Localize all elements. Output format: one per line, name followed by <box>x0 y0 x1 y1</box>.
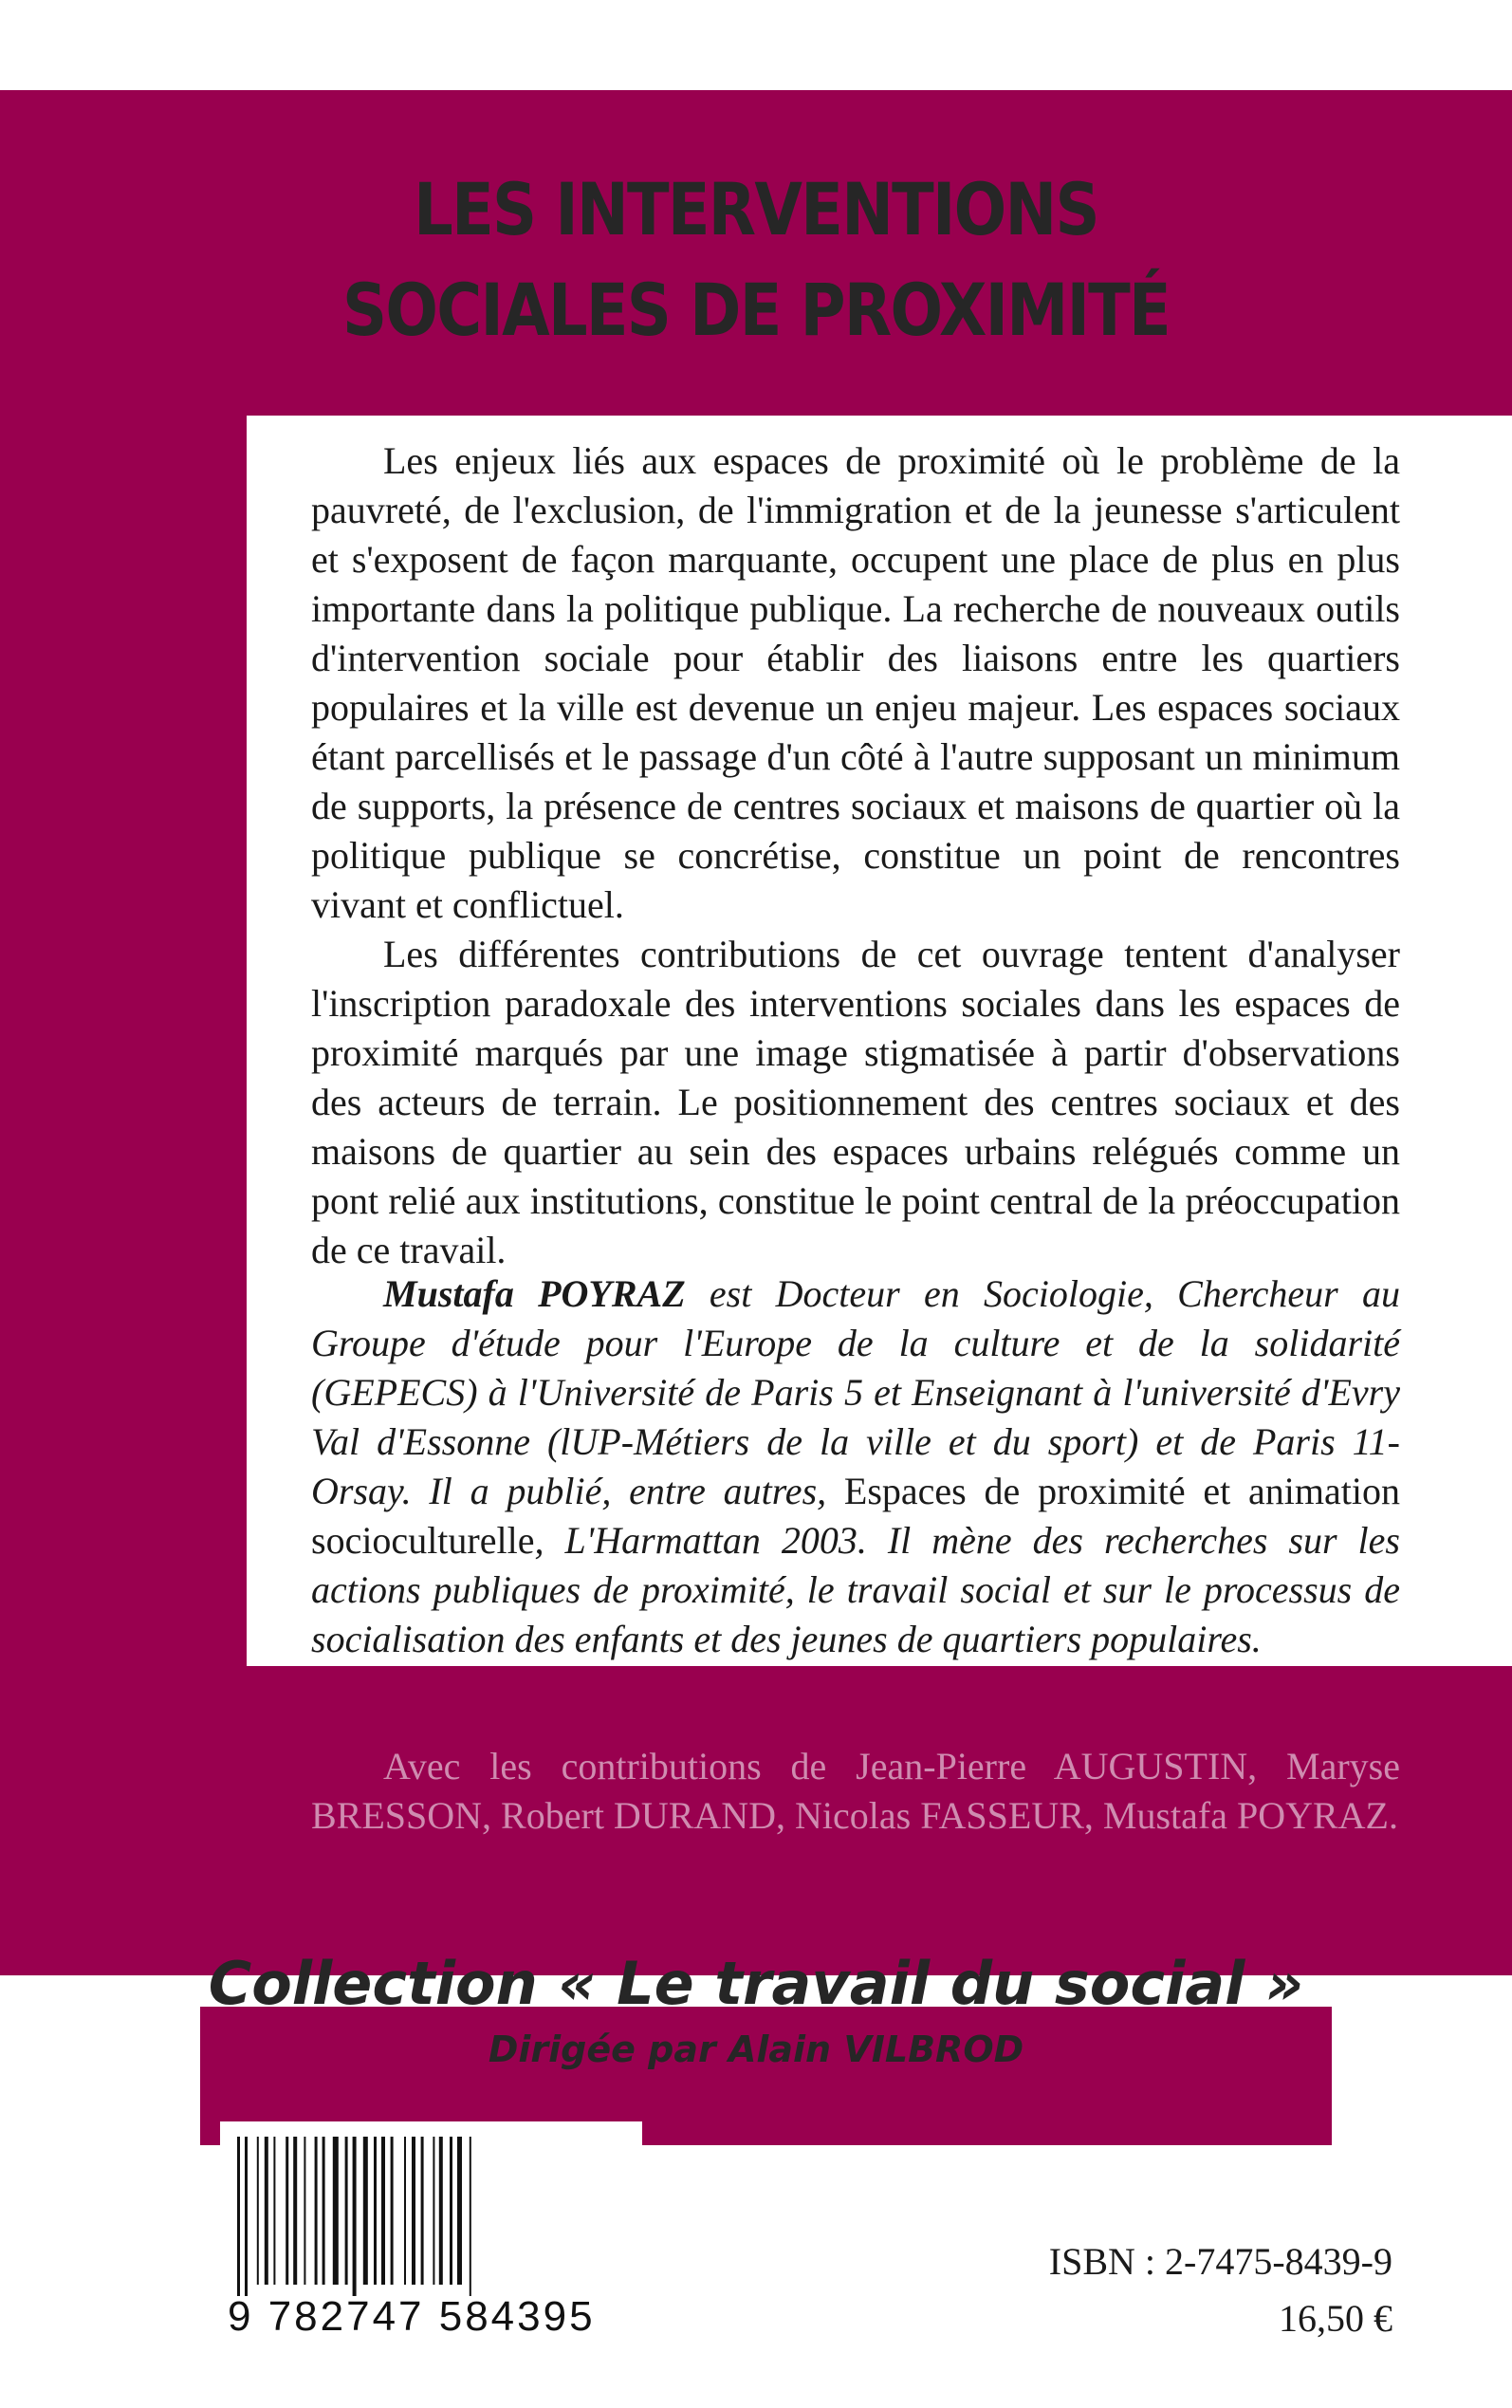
barcode-bar <box>391 2137 394 2285</box>
barcode-bar <box>457 2137 462 2285</box>
barcode-bars <box>237 2137 626 2296</box>
summary-paragraph-1: Les enjeux liés aux espaces de proximité où le problème de la pauvreté, de l'exclusion, de l'immigration et de la jeunesse s'articulent et s'exposent de façon marquante, occupent une place de plus en plus importante dans la politique publique. La recherche de nouveaux outils d'intervention sociale pour établir des liaisons entre les quartiers populaires et la ville est devenue un enjeu majeur. Les espaces sociaux étant parcellisés et le passage d'un côté à l'autre supposant un minimum de supports, la présence de centres sociaux et maisons de quartier où la politique publique se concrétise, constitue un point de rencontres vivant et conflictuel. <box>311 439 1400 926</box>
barcode-bar <box>374 2137 377 2285</box>
barcode <box>220 2121 642 2343</box>
barcode-bar <box>304 2137 305 2285</box>
barcode-bar <box>450 2137 452 2285</box>
summary-text <box>311 436 1400 1275</box>
book-title-line-1: LES INTERVENTIONS <box>414 167 1098 251</box>
barcode-bar <box>412 2137 415 2285</box>
barcode-bar <box>265 2137 268 2285</box>
barcode-bar <box>257 2137 259 2285</box>
author-bio-part-1: est Docteur en Sociologie, Chercheur au Groupe d'étude pour l'Europe de la culture et de la solidarité (GEPECS) à l'Université de Paris 5 et Enseignant à l'université d'Evry Val d'Essonne (lUP-Métiers de la ville et du sport) et de Paris 11-Orsay. Il a publié, entre autres, <box>311 1272 1401 1512</box>
barcode-bar <box>439 2137 443 2285</box>
barcode-bar <box>315 2137 318 2285</box>
barcode-bar <box>363 2137 368 2285</box>
price: 16,50 € <box>1279 2297 1392 2340</box>
author-bio-part-2: , L'Harmattan 2003. Il mène des recherches sur les actions publiques de proximité, le travail social et sur le processus de socialisation des enfants et des jeunes de quartiers populaires. <box>311 1519 1400 1660</box>
barcode-bar <box>404 2137 406 2285</box>
book-title-line-2: SOCIALES DE PROXIMITÉ <box>342 268 1170 352</box>
barcode-digits: 9 782747 584395 <box>228 2293 596 2340</box>
barcode-bar <box>245 2137 248 2296</box>
isbn: ISBN : 2-7475-8439-9 <box>1048 2240 1392 2283</box>
barcode-bar <box>237 2137 240 2296</box>
barcode-bar <box>345 2137 348 2285</box>
collection-director: Dirigée par Alain VILBROD <box>488 2028 1024 2070</box>
barcode-bar <box>293 2137 297 2285</box>
barcode-bar <box>470 2137 471 2296</box>
barcode-bar <box>286 2137 288 2285</box>
author-name: Mustafa POYRAZ <box>383 1272 686 1315</box>
collection-title: Collection « Le travail du social » <box>208 1949 1304 2018</box>
book-title <box>106 159 1407 361</box>
author-book-title: Espaces de proximité et animation socioculturelle <box>311 1470 1401 1562</box>
barcode-bar <box>333 2137 339 2285</box>
contributors-text: Avec les contributions de Jean-Pierre AUGUSTIN, Maryse BRESSON, Robert DURAND, Nicolas FASSEUR, Mustafa POYRAZ. <box>311 1745 1400 1837</box>
barcode-bar <box>433 2137 434 2285</box>
barcode-bar <box>381 2137 385 2285</box>
barcode-bar <box>353 2137 357 2296</box>
summary-paragraph-2: Les différentes contributions de cet ouvrage tentent d'analyser l'inscription paradoxale des interventions sociales dans les espaces de proximité marqués par une image stigmatisée à partir d'observations des acteurs de terrain. Le positionnement des centres sociaux et des maisons de quartier au sein des espaces urbains relégués comme un pont relié aux institutions, constitue le point central de la préoccupation de ce travail. <box>311 933 1400 1271</box>
barcode-bar <box>323 2137 325 2285</box>
barcode-bar <box>273 2137 275 2285</box>
author-bio <box>311 1269 1400 1664</box>
barcode-bar <box>421 2137 424 2285</box>
